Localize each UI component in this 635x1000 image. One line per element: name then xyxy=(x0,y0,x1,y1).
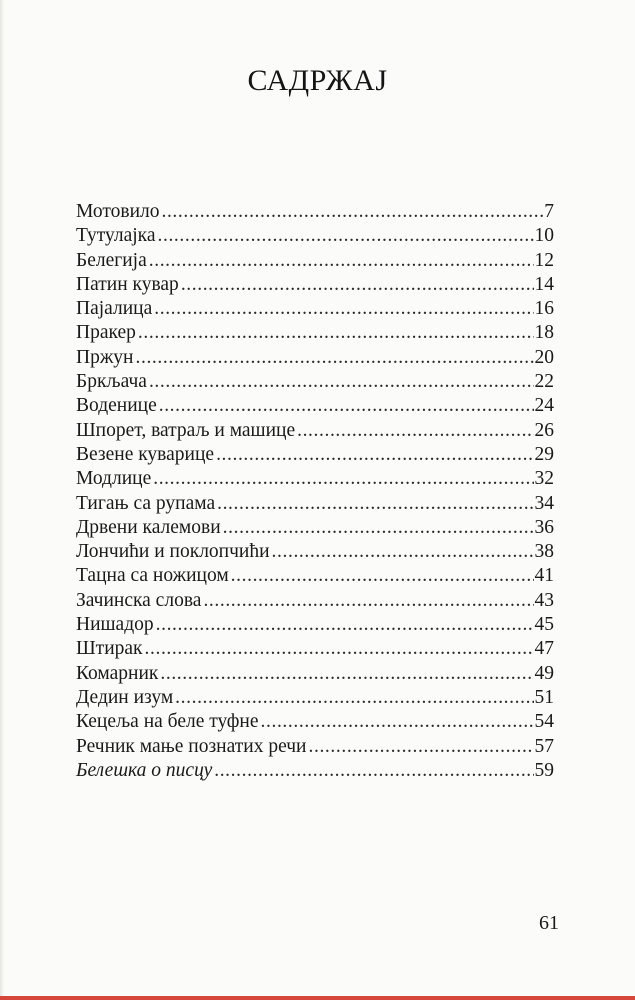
toc-dot-leader xyxy=(154,297,533,321)
toc-entry xyxy=(76,686,554,710)
toc-entry-page: 57 xyxy=(534,735,554,757)
toc-entry-title: Комарник xyxy=(76,662,159,684)
toc-entry xyxy=(76,200,554,224)
toc-entry-page: 26 xyxy=(534,419,554,441)
toc-entry-page: 41 xyxy=(534,565,554,587)
toc-dot-leader xyxy=(231,564,534,588)
toc-entry-page: 38 xyxy=(534,541,554,563)
toc-entry-title: Мотовило xyxy=(76,201,160,222)
toc-entry-title: Белешка о писцу xyxy=(76,759,213,781)
toc-entry-title: Тигањ са рупама xyxy=(76,492,216,514)
toc-entry-title: Белегија xyxy=(76,249,147,271)
toc-entry xyxy=(76,613,554,637)
toc-entry xyxy=(76,564,554,588)
page-number: 61 xyxy=(539,912,559,934)
toc-entry-title: Пржун xyxy=(76,346,134,368)
toc-entry-page: 24 xyxy=(534,395,554,417)
toc-dot-leader xyxy=(161,200,543,224)
toc-entry-page: 45 xyxy=(534,614,554,636)
toc-entry-title: Кецеља на беле туфне xyxy=(76,711,259,733)
toc-entry-title: Пракер xyxy=(76,322,136,344)
toc-dot-leader xyxy=(136,346,534,370)
toc-dot-leader xyxy=(175,686,533,710)
toc-dot-leader xyxy=(158,224,534,248)
toc-entry-title: Зачинска слова xyxy=(76,589,202,611)
toc-entry-page: 59 xyxy=(534,759,554,781)
toc-dot-leader xyxy=(149,370,534,394)
toc-entry xyxy=(76,637,554,661)
toc-dot-leader xyxy=(261,710,534,734)
toc-entry xyxy=(76,297,554,321)
toc-entry-page: 47 xyxy=(534,638,554,660)
toc-entry-title: Модлице xyxy=(76,468,152,490)
toc-entry-page: 18 xyxy=(534,322,554,344)
toc-entry-title: Дедин изум xyxy=(76,686,174,708)
toc-entry xyxy=(76,540,554,564)
toc-dot-leader xyxy=(216,443,533,467)
toc-entry-page: 32 xyxy=(534,468,554,490)
toc-entry-page: 16 xyxy=(534,298,554,320)
toc-entry-title: Штирак xyxy=(76,638,143,660)
toc-dot-leader xyxy=(272,540,534,564)
toc-entry-page: 7 xyxy=(544,201,554,222)
toc-dot-leader xyxy=(153,467,533,491)
toc-entry xyxy=(76,249,554,273)
toc-dot-leader xyxy=(145,637,534,661)
toc-entry-page: 54 xyxy=(534,711,554,733)
toc-entry-title: Воденице xyxy=(76,395,157,417)
toc-dot-leader xyxy=(149,249,534,273)
toc-entry-page: 12 xyxy=(534,249,554,271)
toc-entry-title: Патин кувар xyxy=(76,273,179,295)
toc-entry xyxy=(76,321,554,345)
toc-entry xyxy=(76,467,554,491)
table-of-contents xyxy=(76,200,554,783)
toc-dot-leader xyxy=(160,662,533,686)
page-title: САДРЖАЈ xyxy=(247,64,388,97)
toc-entry-title: Шпорет, ватраљ и машице xyxy=(76,419,296,441)
toc-entry-page: 51 xyxy=(534,686,554,708)
toc-entry xyxy=(76,759,554,783)
toc-entry-page: 34 xyxy=(534,492,554,514)
toc-entry-title: Тутулајка xyxy=(76,225,156,247)
toc-entry-page: 49 xyxy=(534,662,554,684)
toc-entry-title: Лончићи и поклопчићи xyxy=(76,541,270,563)
toc-entry-title: Пајалица xyxy=(76,298,153,320)
toc-entry-page: 14 xyxy=(534,273,554,295)
toc-entry-page: 10 xyxy=(534,225,554,247)
toc-entry-title: Бркљача xyxy=(76,371,147,393)
toc-entry xyxy=(76,492,554,516)
toc-dot-leader xyxy=(159,394,534,418)
toc-entry xyxy=(76,516,554,540)
toc-entry xyxy=(76,394,554,418)
toc-entry xyxy=(76,419,554,443)
toc-entry-page: 20 xyxy=(534,346,554,368)
toc-dot-leader xyxy=(217,492,533,516)
toc-entry xyxy=(76,370,554,394)
toc-dot-leader xyxy=(203,589,533,613)
toc-dot-leader xyxy=(309,735,534,759)
toc-dot-leader xyxy=(181,273,534,297)
toc-entry-title: Речник мање познатих речи xyxy=(76,735,307,757)
toc-entry-title: Везене куварице xyxy=(76,443,215,465)
toc-entry-page: 22 xyxy=(534,371,554,393)
toc-dot-leader xyxy=(138,321,534,345)
toc-entry-page: 29 xyxy=(534,443,554,465)
toc-entry xyxy=(76,346,554,370)
toc-entry-page: 43 xyxy=(534,589,554,611)
toc-dot-leader xyxy=(156,613,534,637)
toc-entry xyxy=(76,662,554,686)
toc-entry-title: Дрвени калемови xyxy=(76,516,221,538)
toc-entry xyxy=(76,273,554,297)
toc-entry xyxy=(76,710,554,734)
toc-entry xyxy=(76,224,554,248)
toc-entry-page: 36 xyxy=(534,516,554,538)
toc-dot-leader xyxy=(223,516,534,540)
toc-entry-title: Тацна са ножицом xyxy=(76,565,229,587)
cover-edge xyxy=(0,996,635,1000)
toc-entry xyxy=(76,589,554,613)
toc-dot-leader xyxy=(297,419,533,443)
page-binding-shadow xyxy=(0,0,4,1000)
toc-entry xyxy=(76,735,554,759)
toc-entry xyxy=(76,443,554,467)
toc-dot-leader xyxy=(214,759,533,783)
toc-entry-title: Нишадор xyxy=(76,614,154,636)
